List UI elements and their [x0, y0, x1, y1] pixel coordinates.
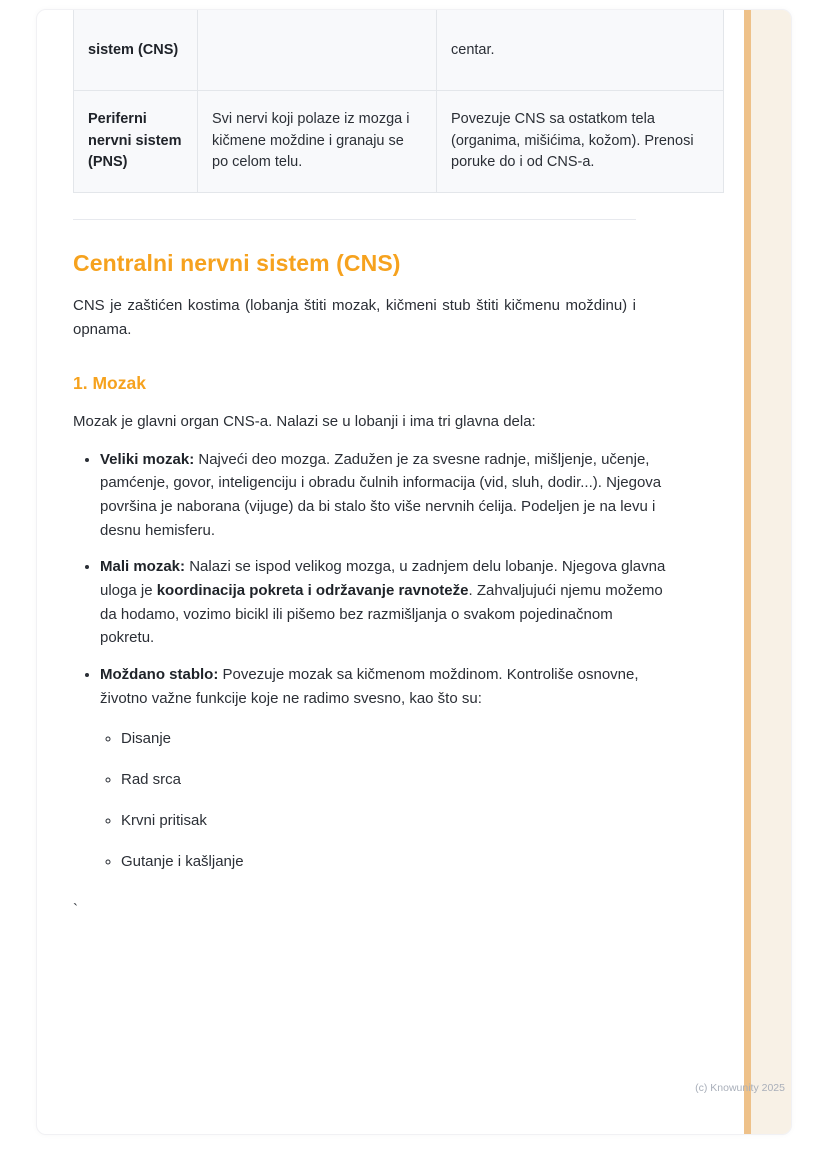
section-heading: Centralni nervni sistem (CNS)	[73, 250, 401, 276]
table-cell-system-name: sistem (CNS)	[74, 10, 198, 90]
bullet-text: Najveći deo mozga. Zadužen je za svesne radnje, mišljenje, učenje, pamćenje, govor, inteligenciju i obradu čulnih informacija (vid, sluh, dodir...). Njegova površina je naborana (vijuge) da bi stalo što više nervnih ćelija. Podeljen je na levu i desnu hemisferu.	[100, 450, 662, 539]
nervous-system-table	[73, 10, 724, 193]
bullet-bold-phrase: koordinacija pokreta i održavanje ravnoteže	[156, 582, 469, 600]
bullet-text: . Zahvaljujući njemu možemo da hodamo, vozimo bicikl ili pišemo bez razmišljanja o svakom pojedinačnom pokretu.	[100, 582, 663, 647]
list-item: ◦ Disanje	[121, 727, 668, 751]
bullet-text: Nalazi se ispod velikog mozga, u zadnjem delu lobanje. Njegova glavna uloga je	[100, 558, 666, 600]
footer-credit: (c) Knowunity 2025	[695, 1082, 785, 1094]
list-item	[100, 555, 668, 650]
list-item	[100, 663, 668, 873]
bullet-lead: Mali mozak:	[100, 558, 186, 576]
list-item: ◦ Rad srca	[121, 768, 668, 792]
intro-paragraph: CNS je zaštićen kostima (lobanja štiti mozak, kičmeni stub štiti kičmenu moždinu) i opnama.	[73, 297, 636, 339]
bullet-text: Povezuje mozak sa kičmenom moždinom. Kontroliše osnovne, životno važne funkcije koje ne radimo svesno, kao što su:	[100, 666, 639, 707]
section-divider	[73, 219, 636, 220]
table-cell-system-name: Periferni nervni sistem (PNS)	[74, 90, 198, 192]
table-cell-description	[198, 10, 437, 90]
bullet-list	[73, 448, 668, 874]
bullet-lead: Veliki mozak:	[100, 450, 195, 468]
list-item	[100, 448, 668, 543]
stray-character: `	[73, 901, 78, 919]
page-content	[37, 10, 791, 918]
list-item: ◦ Gutanje i kašljanje	[121, 850, 668, 874]
table-cell-function: centar.	[437, 10, 724, 90]
table-row	[74, 90, 724, 192]
table-row	[74, 10, 724, 90]
sub-bullet-list	[100, 727, 668, 873]
subsection-heading: 1. Mozak	[73, 372, 146, 393]
document-page	[36, 9, 792, 1135]
table-cell-function: Povezuje CNS sa ostatkom tela (organima, mišićima, kožom). Prenosi poruke do i od CNS-a.	[437, 90, 724, 192]
lead-paragraph: Mozak je glavni organ CNS-a. Nalazi se u lobanji i ima tri glavna dela:	[73, 412, 536, 430]
bullet-lead: Moždano stablo:	[100, 666, 219, 684]
table-cell-description: Svi nervi koji polaze iz mozga i kičmene moždine i granaju se po celom telu.	[198, 90, 437, 192]
list-item: ◦ Krvni pritisak	[121, 809, 668, 833]
